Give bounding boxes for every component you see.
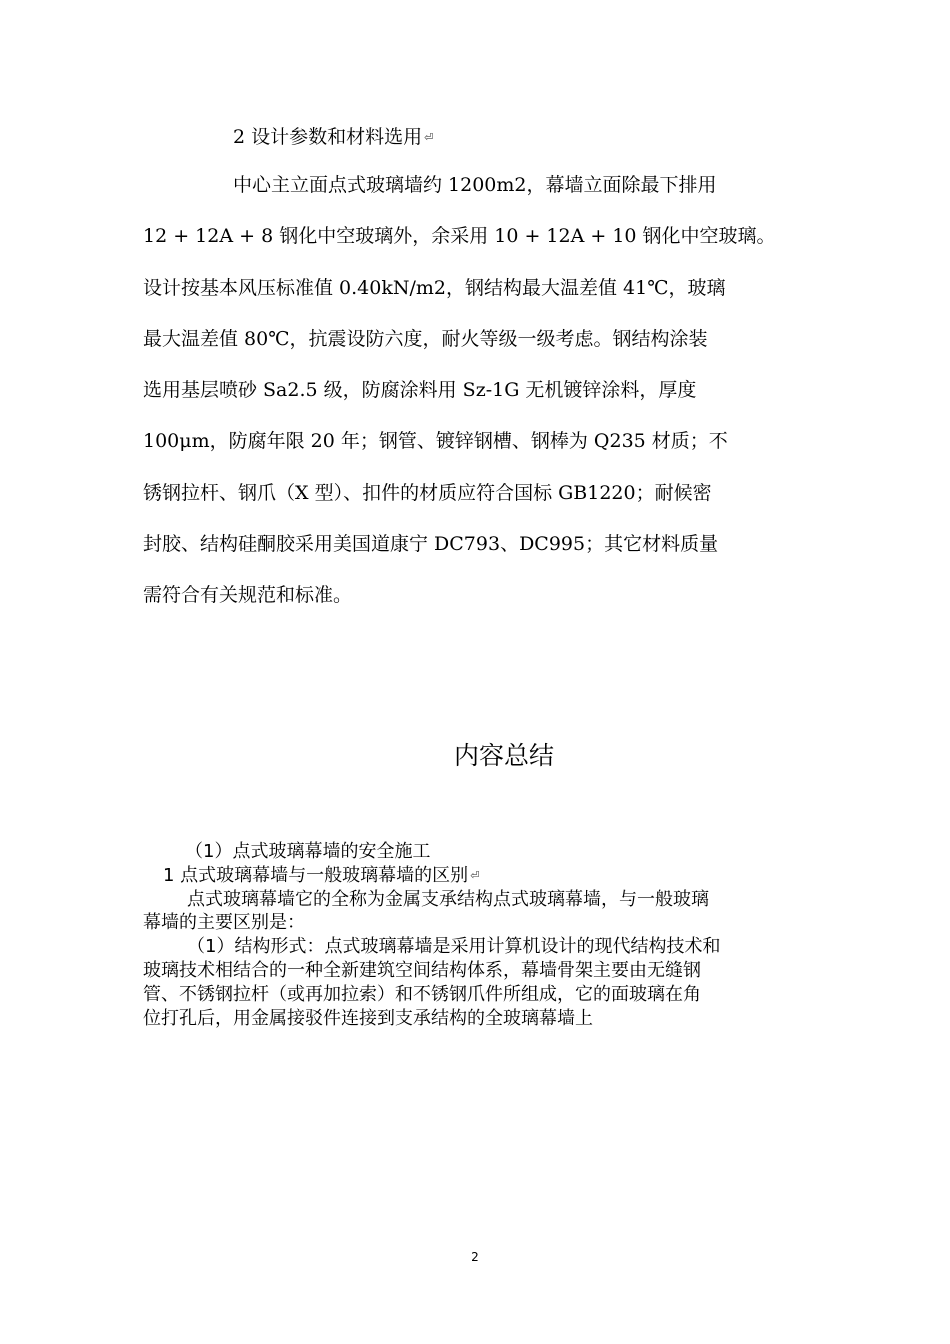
paragraph-line: 封胶、结构硅酮胶采用美国道康宁 DC793、DC995；其它材料质量	[143, 533, 719, 556]
summary-text-line: 幕墙的主要区别是：	[143, 912, 305, 934]
summary-content	[143, 840, 823, 1030]
summary-item-difference	[143, 864, 823, 888]
paragraph-mark-icon: ⏎	[470, 868, 480, 882]
paragraph-line: 需符合有关规范和标准。	[143, 584, 353, 607]
summary-text-line: 点式玻璃幕墙它的全称为金属支承结构点式玻璃幕墙，与一般玻璃	[187, 888, 709, 910]
summary-item-difference-text: 1 点式玻璃幕墙与一般玻璃幕墙的区别	[163, 864, 469, 886]
paragraph-mark-icon: ⏎	[424, 131, 434, 144]
section-heading-text: 2 设计参数和材料选用	[233, 126, 423, 148]
design-parameters-paragraph	[143, 160, 813, 622]
page-number: 2	[471, 1250, 479, 1264]
summary-title: 内容总结	[453, 741, 554, 770]
summary-text-line: 位打孔后，用金属接驳件连接到支承结构的全玻璃幕墙上	[143, 1007, 593, 1029]
summary-item-safety: （1）点式玻璃幕墙的安全施工	[185, 841, 431, 862]
section-heading	[233, 123, 433, 152]
paragraph-line: 锈钢拉杆、钢爪（X 型）、扣件的材质应符合国标 GB1220；耐候密	[143, 481, 712, 504]
paragraph-line: 选用基层喷砂 Sa2.5 级，防腐涂料用 Sz-1G 无机镀锌涂料，厚度	[143, 379, 697, 402]
paragraph-line: 设计按基本风压标准值 0.40kN/m2，钢结构最大温差值 41℃，玻璃	[143, 276, 726, 299]
paragraph-line: 中心主立面点式玻璃墙约 1200m2，幕墙立面除最下排用	[233, 174, 717, 196]
summary-text-line: （1）结构形式：点式玻璃幕墙是采用计算机设计的现代结构技术和	[187, 936, 721, 958]
summary-text-line: 管、不锈钢拉杆（或再加拉索）和不锈钢爪件所组成，它的面玻璃在角	[143, 983, 701, 1005]
paragraph-line: 最大温差值 80℃，抗震设防六度，耐火等级一级考虑。钢结构涂装	[143, 327, 708, 350]
summary-text-line: 玻璃技术相结合的一种全新建筑空间结构体系，幕墙骨架主要由无缝钢	[143, 959, 701, 981]
paragraph-line: 12 + 12A + 8 钢化中空玻璃外，余采用 10 + 12A + 10 钢化中空玻璃。	[143, 225, 776, 248]
paragraph-line: 100μm，防腐年限 20 年；钢管、镀锌钢槽、钢棒为 Q235 材质；不	[143, 430, 728, 453]
